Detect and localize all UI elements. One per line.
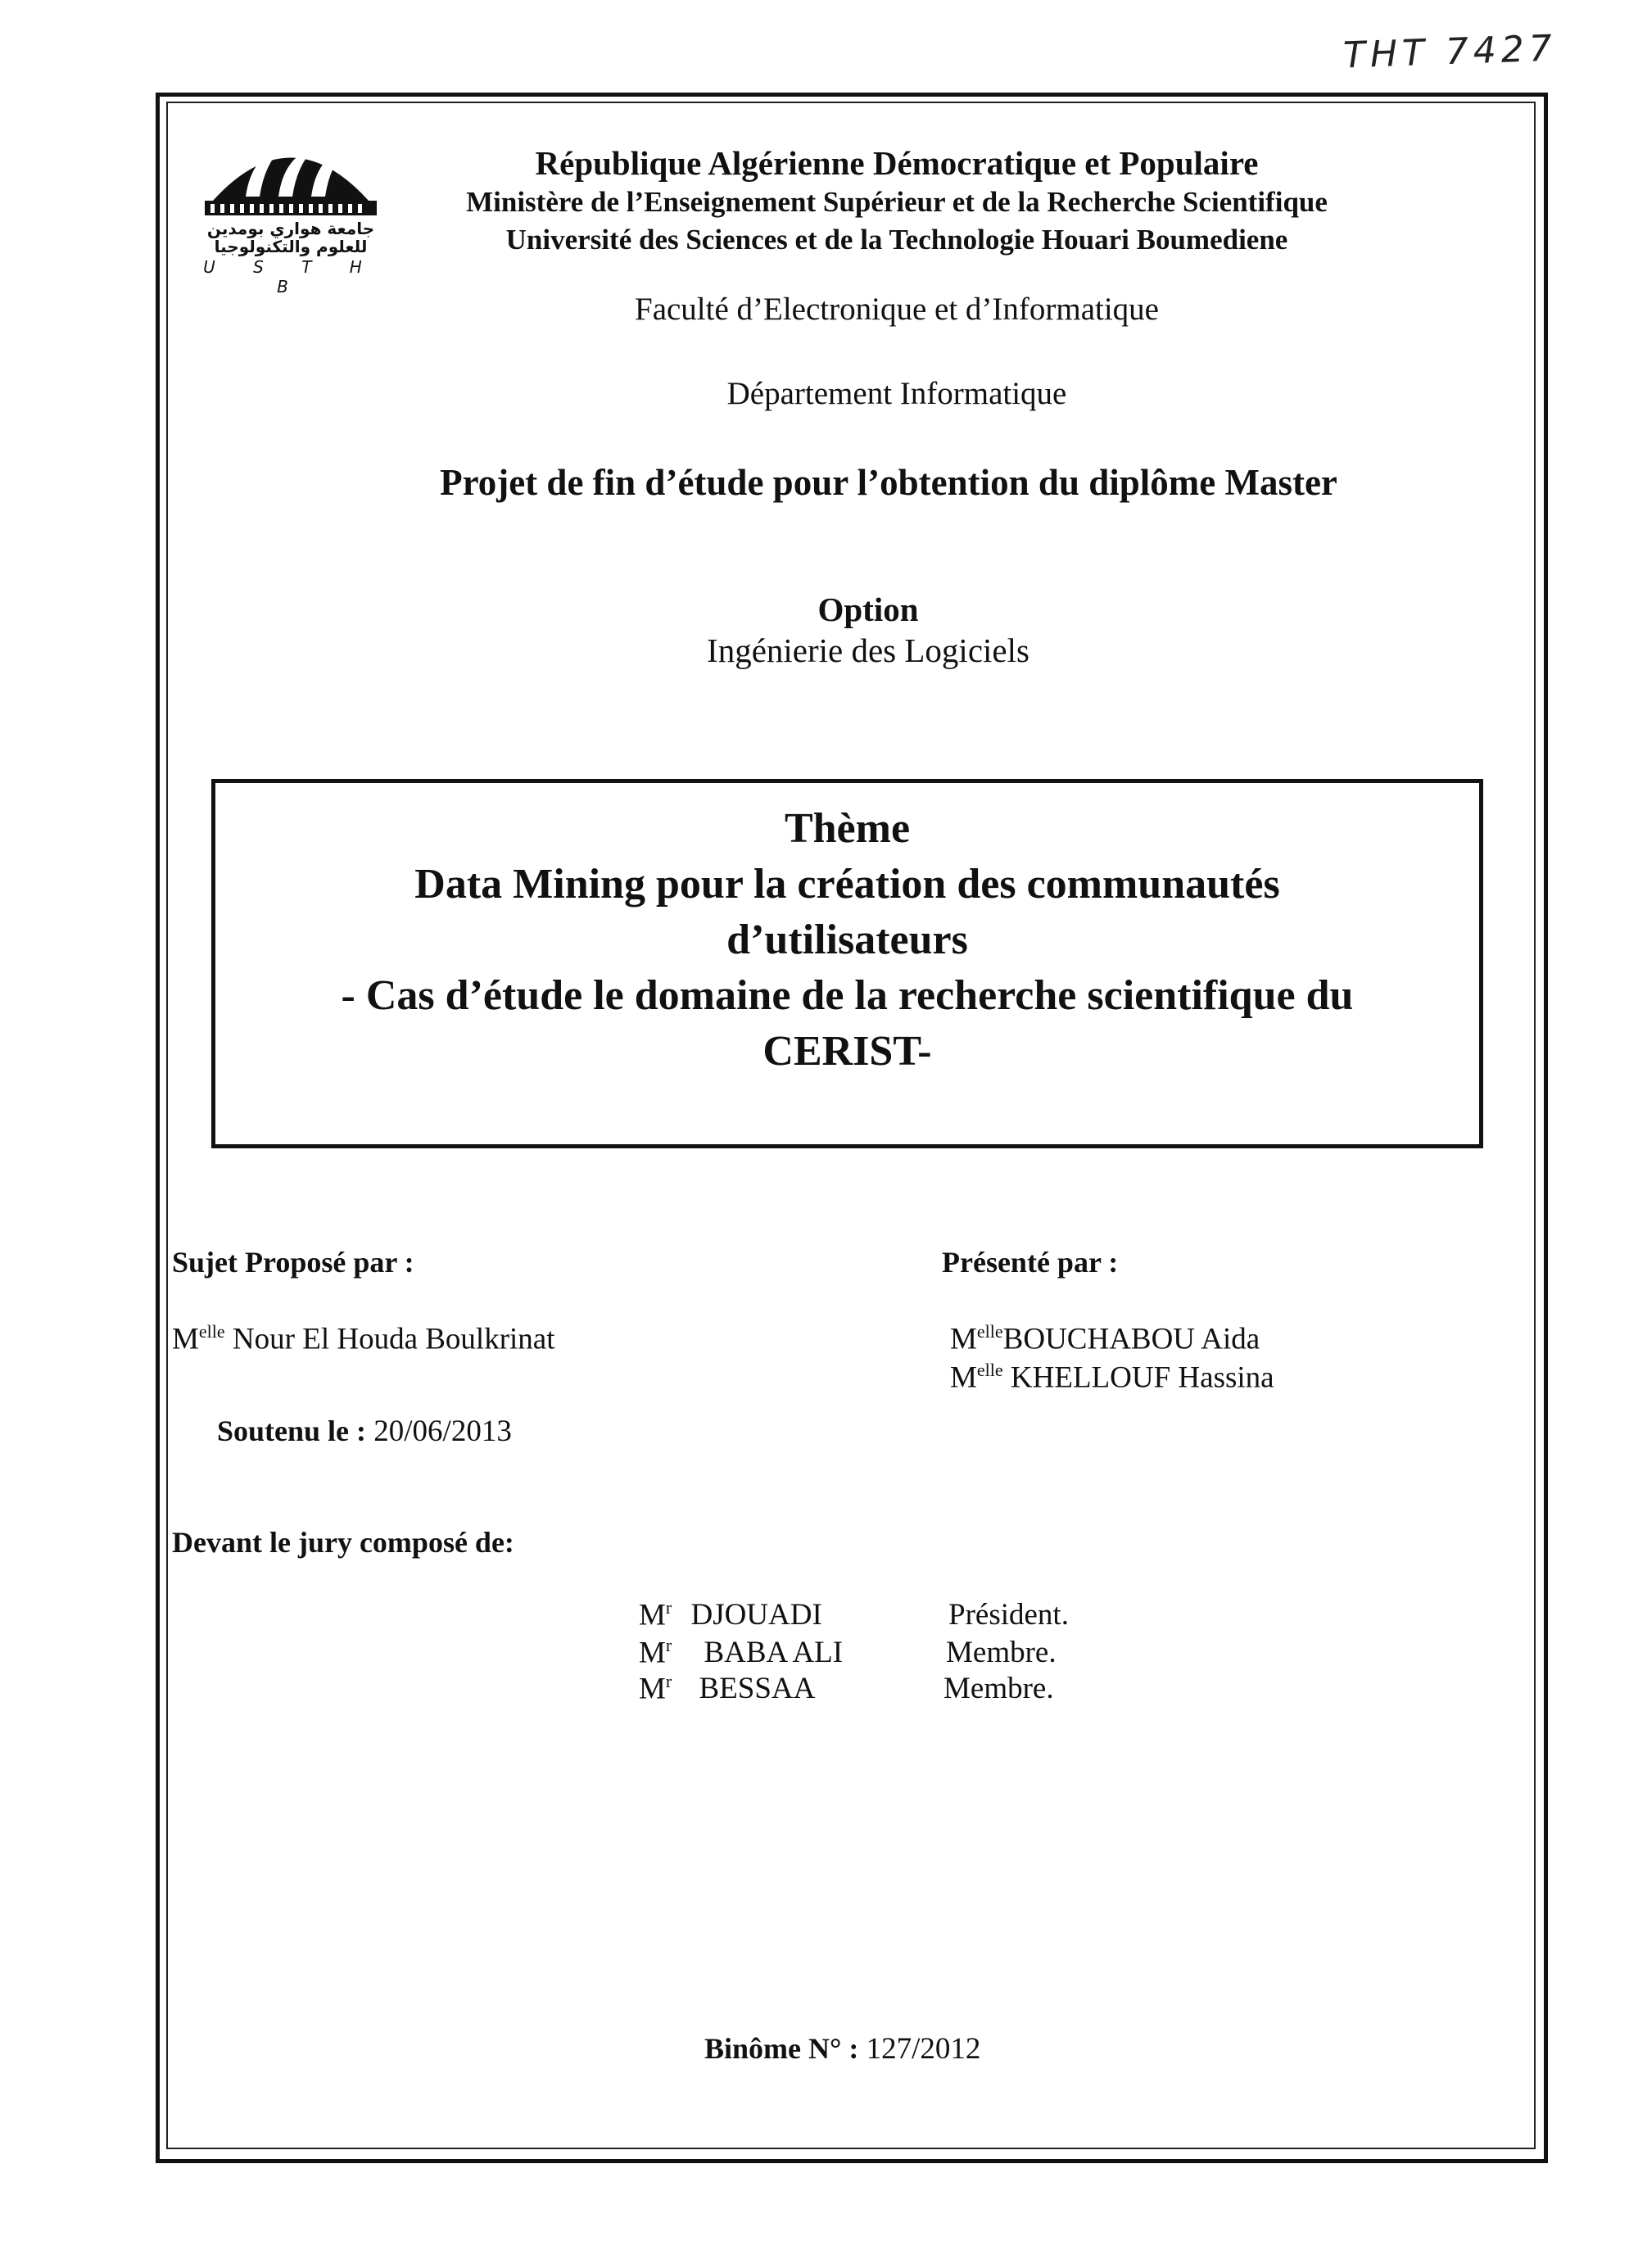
- option-value: Ingénierie des Logiciels: [707, 632, 1029, 669]
- jury-1-role: Président.: [948, 1598, 1069, 1632]
- jury-1-title: M: [639, 1598, 666, 1632]
- student-1-title-sup: elle: [976, 1321, 1003, 1342]
- student-1: [950, 1321, 1260, 1356]
- binome-label: Binôme N° :: [704, 2032, 859, 2065]
- defense-value: 20/06/2013: [366, 1415, 512, 1448]
- logo-arabic-line1: جامعة هواري بومدين: [206, 219, 375, 238]
- logo-acronym: U S T H B: [203, 257, 378, 297]
- student-1-name: BOUCHABOU Aida: [1002, 1322, 1260, 1356]
- jury-3-name: BESSAA: [699, 1672, 816, 1706]
- jury-1-name: DJOUADI: [690, 1598, 822, 1632]
- jury-2-name: BABA ALI: [704, 1636, 844, 1670]
- proposed-name: [172, 1321, 555, 1356]
- jury-3-title-sup: r: [665, 1671, 672, 1691]
- proposed-title-sup: elle: [198, 1321, 225, 1342]
- department: Département Informatique: [726, 376, 1067, 411]
- student-2: [950, 1360, 1274, 1395]
- theme-line4: CERIST-: [762, 1028, 932, 1075]
- project-title: Projet de fin d’étude pour l’obtention du diplôme Master: [440, 462, 1337, 503]
- theme-text: [211, 801, 1483, 1080]
- logo-arabic-line2: للعلوم والتكنولوجيا: [214, 237, 368, 256]
- defense-label: Soutenu le :: [217, 1415, 367, 1447]
- header-republic: République Algérienne Démocratique et Populaire: [535, 144, 1259, 182]
- student-1-title: M: [950, 1322, 977, 1356]
- header-ministry: Ministère de l’Enseignement Supérieur et de la Recherche Scientifique: [466, 186, 1328, 218]
- binome-number: [704, 2031, 980, 2067]
- header-university: Université des Sciences et de la Technologie Houari Boumediene: [505, 224, 1288, 256]
- jury-3-title: M: [639, 1672, 666, 1706]
- jury-member-1: [639, 1597, 822, 1632]
- jury-label: Devant le jury composé de:: [172, 1526, 514, 1559]
- presented-label: Présenté par :: [942, 1246, 1119, 1279]
- jury-3-role: Membre.: [943, 1672, 1054, 1705]
- student-2-title: M: [950, 1360, 977, 1395]
- jury-1-title-sup: r: [665, 1597, 672, 1618]
- jury-2-title: M: [639, 1636, 666, 1670]
- binome-value: 127/2012: [858, 2032, 981, 2066]
- option-label: Option: [817, 591, 919, 628]
- proposed-person: Nour El Houda Boulkrinat: [224, 1322, 555, 1356]
- theme-line3: - Cas d’étude le domaine de la recherche scientifique du: [341, 972, 1354, 1019]
- student-2-title-sup: elle: [976, 1360, 1003, 1380]
- jury-2-role: Membre.: [946, 1636, 1057, 1669]
- jury-member-2: [639, 1635, 843, 1670]
- theme-label: Thème: [784, 805, 911, 852]
- proposed-label: Sujet Proposé par :: [172, 1246, 414, 1279]
- jury-2-title-sup: r: [665, 1635, 672, 1655]
- theme-line1: Data Mining pour la création des communautés: [414, 861, 1280, 908]
- jury-member-3: [639, 1671, 815, 1706]
- theme-line2: d’utilisateurs: [726, 917, 968, 963]
- proposed-title: M: [172, 1322, 199, 1356]
- handwritten-note: THT 7427: [1342, 27, 1558, 77]
- faculty: Faculté d’Electronique et d’Informatique: [635, 292, 1159, 327]
- defense-date: [217, 1414, 512, 1449]
- student-2-name: KHELLOUF Hassina: [1002, 1360, 1274, 1395]
